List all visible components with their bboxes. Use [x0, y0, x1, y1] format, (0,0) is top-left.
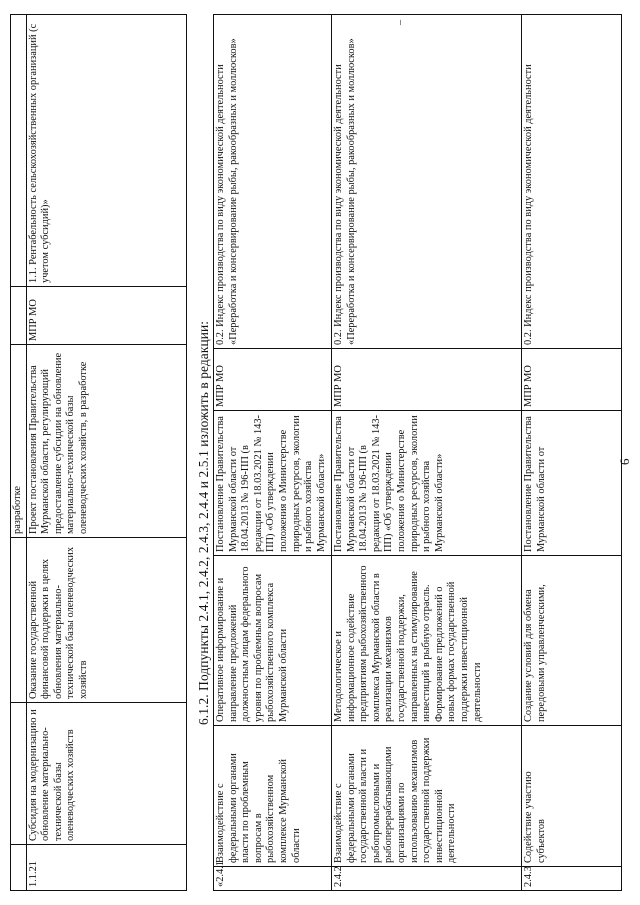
table-row — [214, 15, 332, 891]
legal-document: Проект постановления Правительства Мурманской области, регулирующий предоставление субсидии на обновление материально-технической базы оленеводческих хозяйств, в разработке — [26, 345, 186, 538]
row-number: 2.4.3 — [522, 867, 622, 891]
header-fragment: разработке — [11, 345, 27, 538]
indicator: 0.2. Индекс производства по виду экономической деятельности «Переработка и консервирование рыбы, ракообразных и моллюсков» — [214, 15, 332, 349]
measure-name: Субсидия на модернизацию и обновление материально-технической базы оленеводческих хозяйств — [26, 703, 186, 845]
scan-mark: – — [395, 20, 406, 25]
row-number: «2.4.1 — [214, 867, 332, 891]
executor: МПР МО — [522, 349, 622, 411]
measure-content: Оперативное информирование и направление предложений должностным лицам федерального уровня по проблемным вопросам рыбохозяйственного комплекса Мурманской области — [214, 556, 332, 726]
row-number: 1.1.21 — [26, 845, 186, 891]
legal-document: Постановление Правительства Мурманской области от — [522, 411, 622, 556]
indicator: 1.1. Рентабельность сельскохозяйственных организаций (с учетом субсидий)» — [26, 15, 186, 287]
measure-name: Взаимодействие с федеральными органами государственной власти и рыбопромысловыми и рыбоперерабатывающими организациями по использованию механизмов государственной поддержки инвестиционной деятельности — [332, 726, 522, 867]
section-heading: 6.1.2. Подпункты 2.4.1, 2.4.2, 2.4.3, 2.4.4 и 2.5.1 изложить в редакции: — [196, 320, 211, 725]
executor: МПР МО — [214, 349, 332, 411]
legal-document: Постановление Правительства Мурманской области от 18.04.2013 № 196-ПП (в редакции от 18.03.2021 № 143-ПП) «Об утверждении положения о Министерстве природных ресурсов, экологии и рыбного хозяйства Мурманской области» — [214, 411, 332, 556]
page-number: 6 — [617, 458, 632, 465]
executor: МПР МО — [26, 287, 186, 345]
executor: МПР МО — [332, 349, 522, 411]
indicator: 0.2. Индекс производства по виду экономической деятельности «Переработка и консервирование рыбы, ракообразных и моллюсков» — [332, 15, 522, 349]
indicator: 0.2. Индекс производства по виду экономической деятельности — [522, 15, 622, 349]
measure-content: Создание условий для обмена передовыми управленческими, — [522, 556, 622, 726]
measure-name: Взаимодействие с федеральными органами власти по проблемным вопросам в рыбохозяйственном комплексе Мурманской области — [214, 726, 332, 867]
measure-content: Методологическое и информационное содействие предприятиям рыбохозяйственного комплекса Мурманской области в реализации механизмов государственной поддержки, направленных на стимулирование инвестиций в рыбную отрасль. Формирование предложений о новых формах государственной поддержки инвестиционной деятельности — [332, 556, 522, 726]
top-table-header-row — [11, 15, 27, 891]
measure-name: Содействие участию субъектов — [522, 726, 622, 867]
measure-content: Оказание государственной финансовой поддержки в целях обновления материально-технической базы оленеводческих хозяйств — [26, 538, 186, 703]
table-row — [332, 15, 522, 891]
bottom-table — [213, 14, 622, 891]
top-table — [10, 14, 187, 891]
row-number: 2.4.2 — [332, 867, 522, 891]
table-row — [26, 15, 186, 891]
table-row — [522, 15, 622, 891]
legal-document: Постановление Правительства Мурманской области от 18.04.2013 № 196-ПП (в редакции от 18.03.2021 № 143-ПП) «Об утверждении положения о Министерстве природных ресурсов, экологии и рыбного хозяйства Мурманской области» — [332, 411, 522, 556]
